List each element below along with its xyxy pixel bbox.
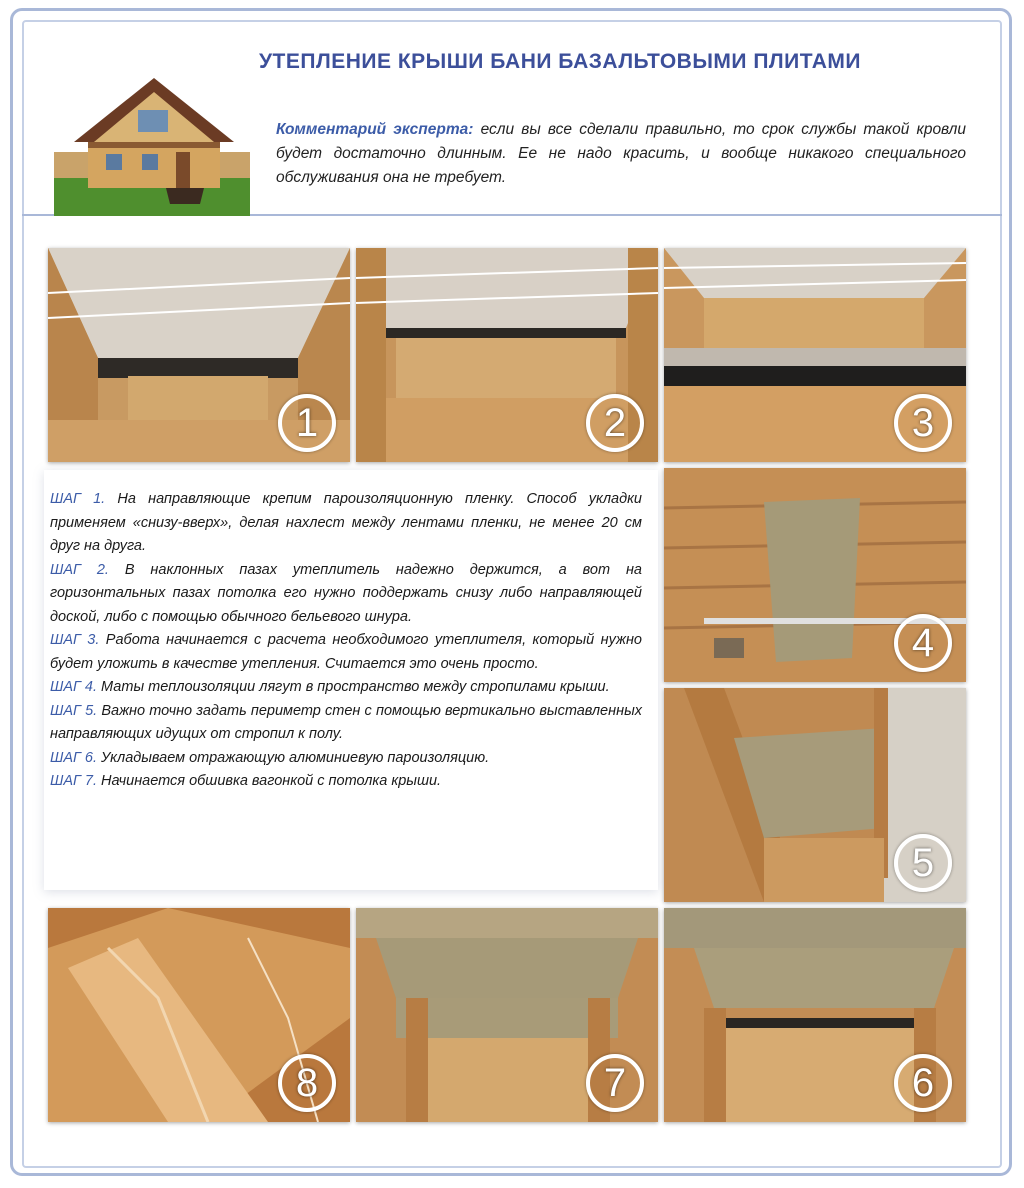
house-illustration <box>54 70 250 216</box>
step-2 <box>50 559 642 630</box>
photo-5-number: 5 <box>894 834 952 892</box>
photo-4-number: 4 <box>894 614 952 672</box>
step-4-text: Маты теплоизоляции лягут в пространство между стропилами крыши. <box>97 679 610 695</box>
expert-comment <box>276 118 966 190</box>
step-6 <box>50 747 642 771</box>
photo-2-number: 2 <box>586 394 644 452</box>
photo-7-number: 7 <box>586 1054 644 1112</box>
page-title: УТЕПЛЕНИЕ КРЫШИ БАНИ БАЗАЛЬТОВЫМИ ПЛИТАМИ <box>258 50 861 73</box>
step-4-label: ШАГ 4. <box>50 679 98 695</box>
step-6-label: ШАГ 6. <box>50 749 98 766</box>
expert-comment-text: если вы все сделали правильно, то срок службы такой кровли будет достаточно длинным. Ее не надо красить, и вообще никакого специального обслуживания она не требует. <box>276 121 966 186</box>
step-4 <box>50 676 642 700</box>
step-3-label: ШАГ 3. <box>50 632 100 648</box>
step-2-label: ШАГ 2. <box>50 561 109 578</box>
photo-4 <box>664 468 966 682</box>
photo-7 <box>356 908 658 1122</box>
photo-1-number: 1 <box>278 394 336 452</box>
photo-8 <box>48 908 350 1122</box>
step-3-text: Работа начинается с расчета необходимого утеплителя, который нужно будет уложить в качестве утепления. Считается это очень просто. <box>50 632 642 672</box>
steps-list <box>50 488 642 794</box>
photo-3 <box>664 248 966 462</box>
photo-6 <box>664 908 966 1122</box>
step-7-text: Начинается обшивка вагонкой с потолка крыши. <box>97 773 442 789</box>
step-2-text: В наклонных пазах утеплитель надежно держится, а вот на горизонтальных пазах потолка его нужно поддержать снизу либо направляющей доской, либо с помощью обычного бельевого шнура. <box>50 561 642 625</box>
step-5-label: ШАГ 5. <box>50 702 98 719</box>
step-1 <box>50 488 642 559</box>
photo-5 <box>664 688 966 902</box>
step-7-label: ШАГ 7. <box>50 773 98 789</box>
photo-3-number: 3 <box>894 394 952 452</box>
expert-comment-label: Комментарий эксперта: <box>276 121 474 138</box>
photo-1 <box>48 248 350 462</box>
step-3 <box>50 629 642 676</box>
photo-6-number: 6 <box>894 1054 952 1112</box>
step-1-text: На направляющие крепим пароизоляционную пленку. Способ укладки применяем «снизу-вверх», делая нахлест между лентами пленки, не менее 20 см друг на друга. <box>50 491 642 554</box>
step-1-label: ШАГ 1. <box>50 491 106 507</box>
step-5 <box>50 700 642 747</box>
photo-2 <box>356 248 658 462</box>
step-6-text: Укладываем отражающую алюминиевую пароизоляцию. <box>97 749 490 766</box>
photo-8-number: 8 <box>278 1054 336 1112</box>
step-5-text: Важно точно задать периметр стен с помощью вертикально выставленных направляющих идущих от стропил к полу. <box>50 702 643 742</box>
step-7 <box>50 770 642 794</box>
